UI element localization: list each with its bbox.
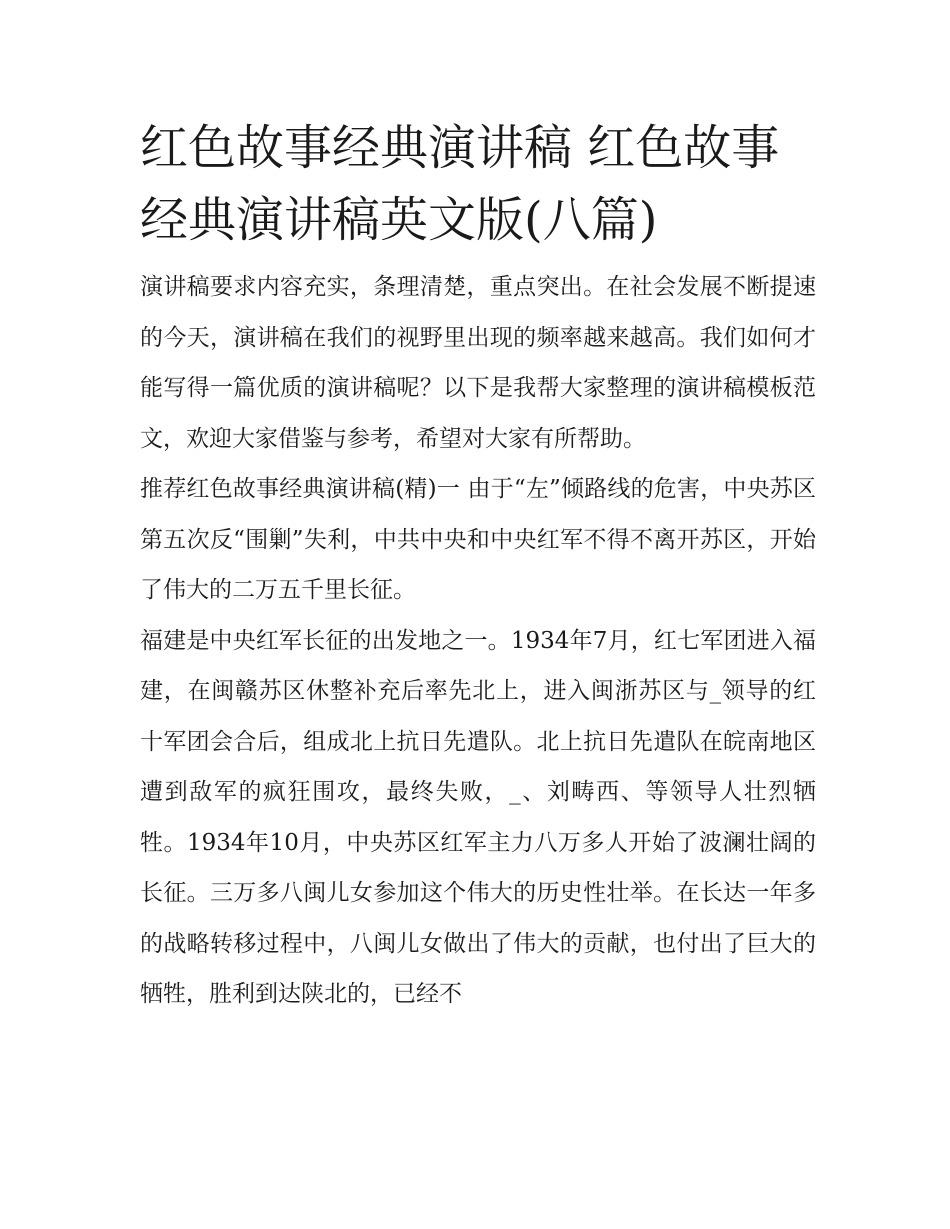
story-paragraph-2: 福建是中央红军长征的出发地之一。1934年7月，红七军团进入福建，在闽赣苏区休整补充后率先北上，进入闽浙苏区与_领导的红十军团会合后，组成北上抗日先遣队。北上抗日先遣队在皖南地区遭到敌军的疯狂围攻，最终失败，_、刘畴西、等领导人壮烈牺牲。1934年10月，中央苏区红军主力八万多人开始了波澜壮阔的长征。三万多八闽儿女参加这个伟大的历史性壮举。在长达一年多的战略转移过程中，八闽儿女做出了伟大的贡献，也付出了巨大的牺牲，胜利到达陕北的，已经不 [140, 627, 816, 1007]
story-paragraph-1: 推荐红色故事经典演讲稿(精)一 由于“左”倾路线的危害，中央苏区第五次反“围剿”失利，中共中央和中央红军不得不离开苏区，开始了伟大的二万五千里长征。 [140, 476, 816, 603]
document-title: 红色故事经典演讲稿 红色故事经典演讲稿英文版(八篇) [140, 120, 780, 248]
intro-paragraph: 演讲稿要求内容充实，条理清楚，重点突出。在社会发展不断提速的今天，演讲稿在我们的视野里出现的频率越来越高。我们如何才能写得一篇优质的演讲稿呢？以下是我帮大家整理的演讲稿模板范文，欢迎大家借鉴与参考，希望对大家有所帮助。 [140, 274, 816, 452]
document-page [140, 112, 816, 1020]
